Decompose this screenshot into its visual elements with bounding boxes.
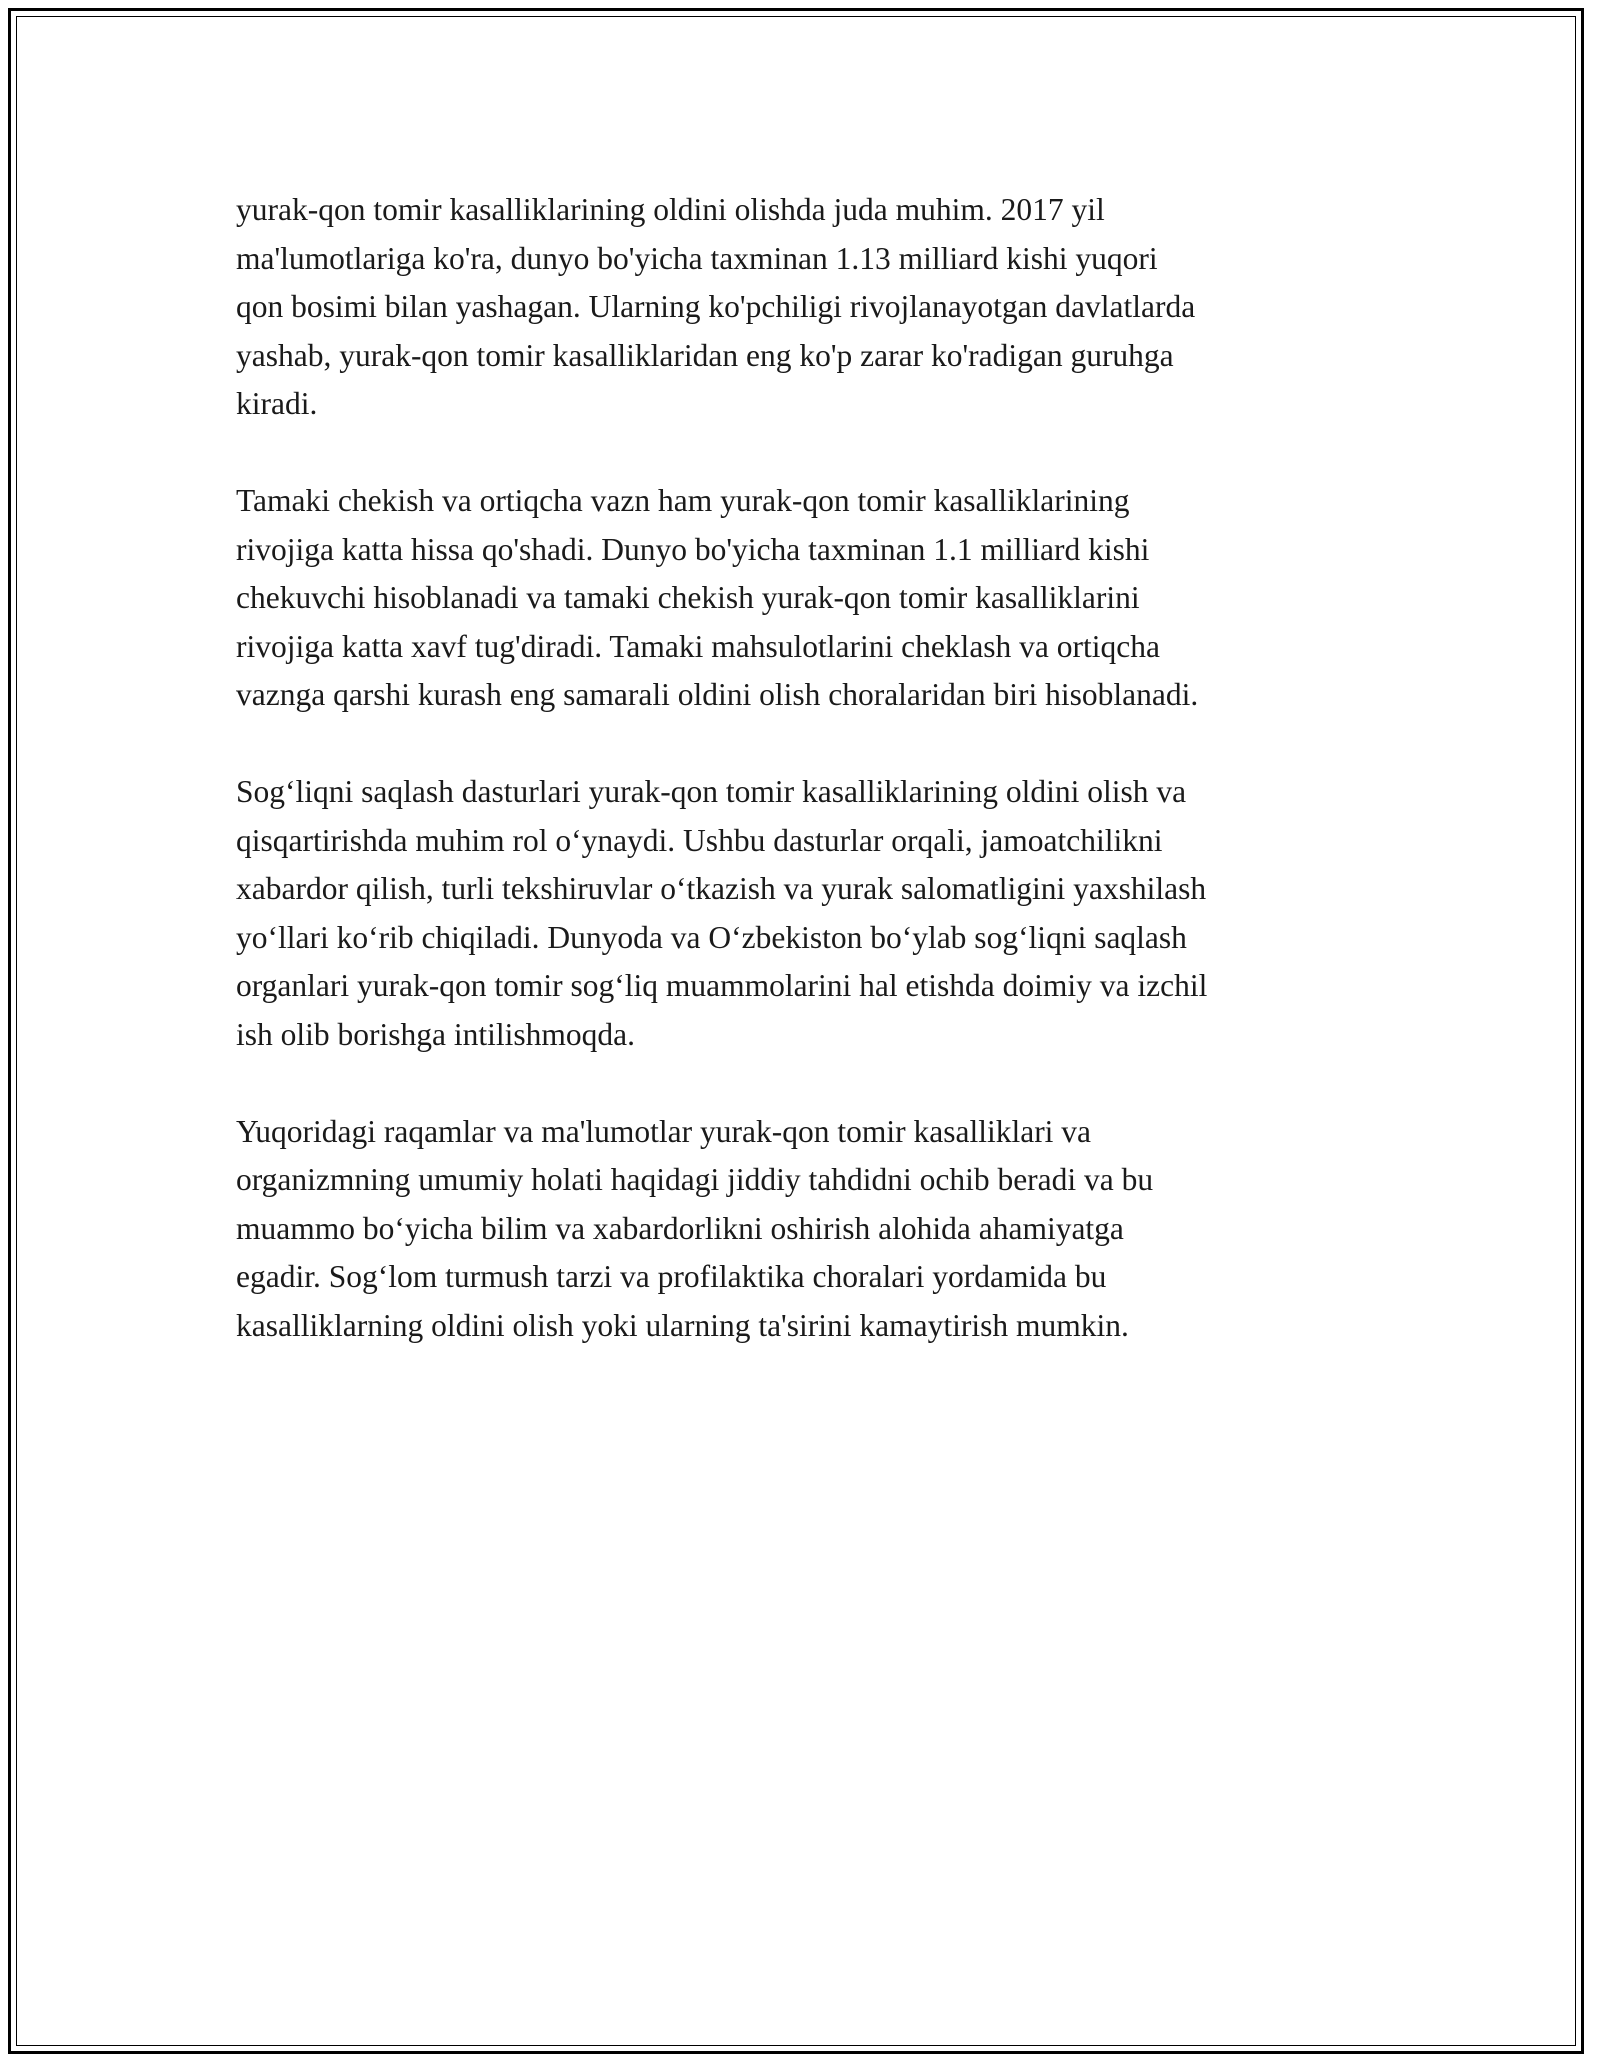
text-line: qon bosimi bilan yashagan. Ularning ko'pchiligi rivojlanayotgan davlatlarda [236,289,1196,324]
text-line: organlari yurak-qon tomir sog‘liq muammolarini hal etishda doimiy va izchil [236,968,1208,1003]
text-line: yashab, yurak-qon tomir kasalliklaridan eng ko'p zarar ko'radigan guruhga [236,337,1174,373]
text-line: rivojiga katta xavf tug'diradi. Tamaki mahsulotlarini cheklash va ortiqcha [236,628,1160,664]
text-line: ish olib borishga intilishmoqda. [236,1016,635,1052]
paragraph-2 [236,477,1376,720]
text-line: chekuvchi hisoblanadi va tamaki chekish yurak-qon tomir kasalliklarini [236,580,1140,615]
paragraph-1 [236,186,1376,429]
text-line: qisqartirishda muhim rol o‘ynaydi. Ushbu dasturlar orqali, jamoatchilikni [236,822,1163,858]
text-line: organizmning umumiy holati haqidagi jiddiy tahdidni ochib beradi va bu [236,1162,1154,1197]
text-line: Yuqoridagi raqamlar va ma'lumotlar yurak-qon tomir kasalliklari va [236,1113,1092,1149]
text-line: Tamaki chekish va ortiqcha vazn ham yurak-qon tomir kasalliklarining [236,483,1130,518]
text-line: xabardor qilish, turli tekshiruvlar o‘tkazish va yurak salomatligini yaxshilash [236,871,1207,906]
text-line: ma'lumotlariga ko'ra, dunyo bo'yicha taxminan 1.13 milliard kishi yuqori [236,240,1158,276]
text-line: kasalliklarning oldini olish yoki ularning ta'sirini kamaytirish mumkin. [236,1307,1129,1343]
text-line: yo‘llari ko‘rib chiqiladi. Dunyoda va O‘zbekiston bo‘ylab sog‘liqni saqlash [236,919,1187,955]
document-body [236,186,1376,1399]
paragraph-3 [236,768,1376,1059]
text-line: yurak-qon tomir kasalliklarining oldini olishda juda muhim. 2017 yil [236,192,1105,227]
paragraph-4 [236,1108,1376,1351]
text-line: vaznga qarshi kurash eng samarali oldini olish choralaridan biri hisoblanadi. [236,677,1199,712]
text-line: muammo bo‘yicha bilim va xabardorlikni oshirish alohida ahamiyatga [236,1210,1124,1246]
text-line: Sog‘liqni saqlash dasturlari yurak-qon tomir kasalliklarining oldini olish va [236,774,1187,809]
text-line: egadir. Sog‘lom turmush tarzi va profilaktika choralari yordamida bu [236,1259,1107,1294]
text-line: rivojiga katta hissa qo'shadi. Dunyo bo'yicha taxminan 1.1 milliard kishi [236,531,1150,567]
text-line: kiradi. [236,386,318,421]
